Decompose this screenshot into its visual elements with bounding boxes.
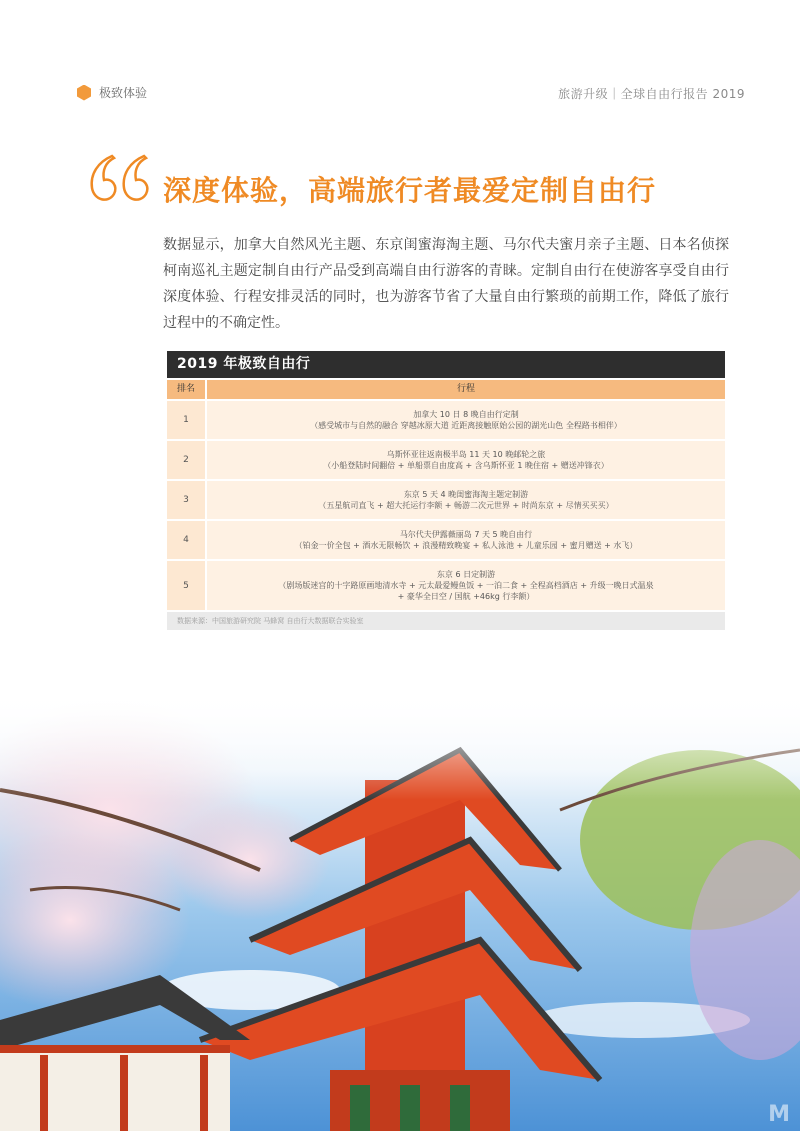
route-cell <box>207 481 725 519</box>
route-detail: （感受城市与自然的融合 穿越冰原大道 近距离接触原始公园的湖光山色 全程路书相伴） <box>310 421 622 430</box>
page-title: 深度体验，高端旅行者最爱定制自由行 <box>163 174 657 207</box>
route-detail: （铂金一价全包 + 酒水无限畅饮 + 浪漫精致晚宴 + 私人泳池 + 儿童乐园 + 蜜月赠送 + 水飞） <box>294 541 638 550</box>
ranking-table <box>167 351 725 630</box>
table-row <box>167 559 725 610</box>
watermark-logo: M <box>768 1102 790 1127</box>
route-cell <box>207 521 725 559</box>
section-label-text: 极致体验 <box>99 86 148 100</box>
section-label <box>77 84 147 101</box>
route-detail: （五星航司直飞 + 超大托运行李额 + 畅游二次元世界 + 时尚东京 + 尽情买买买） <box>318 501 614 510</box>
rank-cell: 3 <box>167 481 207 519</box>
table-row <box>167 399 725 439</box>
pagoda-photo <box>0 690 800 1131</box>
rank-cell: 2 <box>167 441 207 479</box>
table-body <box>167 399 725 610</box>
table-header <box>167 378 725 399</box>
header-route: 行程 <box>456 384 475 394</box>
route-detail: （剧场版迷宫的十字路原画地清水寺 + 元太最爱鳗鱼饭 + 一泊二食 + 全程高档酒店 + 升级一晚日式温泉 <box>278 581 654 590</box>
route-name: 马尔代夫伊露薇丽岛 7 天 5 晚自由行 <box>399 530 533 539</box>
route-name: 东京 5 天 4 晚闺蜜海淘主题定制游 <box>403 490 529 499</box>
table-title: 2019 年极致自由行 <box>167 351 725 378</box>
rank-cell: 1 <box>167 401 207 439</box>
report-title: 旅游升级｜全球自由行报告 2019 <box>558 87 745 101</box>
header-rank: 排名 <box>167 380 207 399</box>
table-row <box>167 479 725 519</box>
quote-icon <box>86 148 154 212</box>
route-detail: （小船登陆时间翻倍 + 单船票自由度高 + 含乌斯怀亚 1 晚住宿 + 赠送冲锋衣） <box>323 461 609 470</box>
rank-cell: 4 <box>167 521 207 559</box>
route-name: 加拿大 10 日 8 晚自由行定制 <box>413 410 519 419</box>
route-detail: + 豪华全日空 / 国航 +46kg 行李额） <box>397 592 535 601</box>
route-name: 乌斯怀亚往返南极半岛 11 天 10 晚邮轮之旅 <box>386 450 546 459</box>
route-cell <box>207 561 725 610</box>
table-row <box>167 519 725 559</box>
table-source: 数据来源：中国旅游研究院 马蜂窝 自由行大数据联合实验室 <box>167 610 725 630</box>
route-cell <box>207 441 725 479</box>
rank-cell: 5 <box>167 561 207 610</box>
table-row <box>167 439 725 479</box>
route-name: 东京 6 日定制游 <box>436 570 496 579</box>
intro-paragraph: 数据显示，加拿大自然风光主题、东京闺蜜海淘主题、马尔代夫蜜月亲子主题、日本名侦探柯南巡礼主题定制自由行产品受到高端自由行游客的青睐。定制自由行在使游客享受自由行深度体验、行程安排灵活的同时，也为游客节省了大量自由行繁琐的前期工作，降低了旅行过程中的不确定性。 <box>163 237 729 331</box>
hexagon-icon <box>77 85 91 101</box>
route-cell <box>207 401 725 439</box>
